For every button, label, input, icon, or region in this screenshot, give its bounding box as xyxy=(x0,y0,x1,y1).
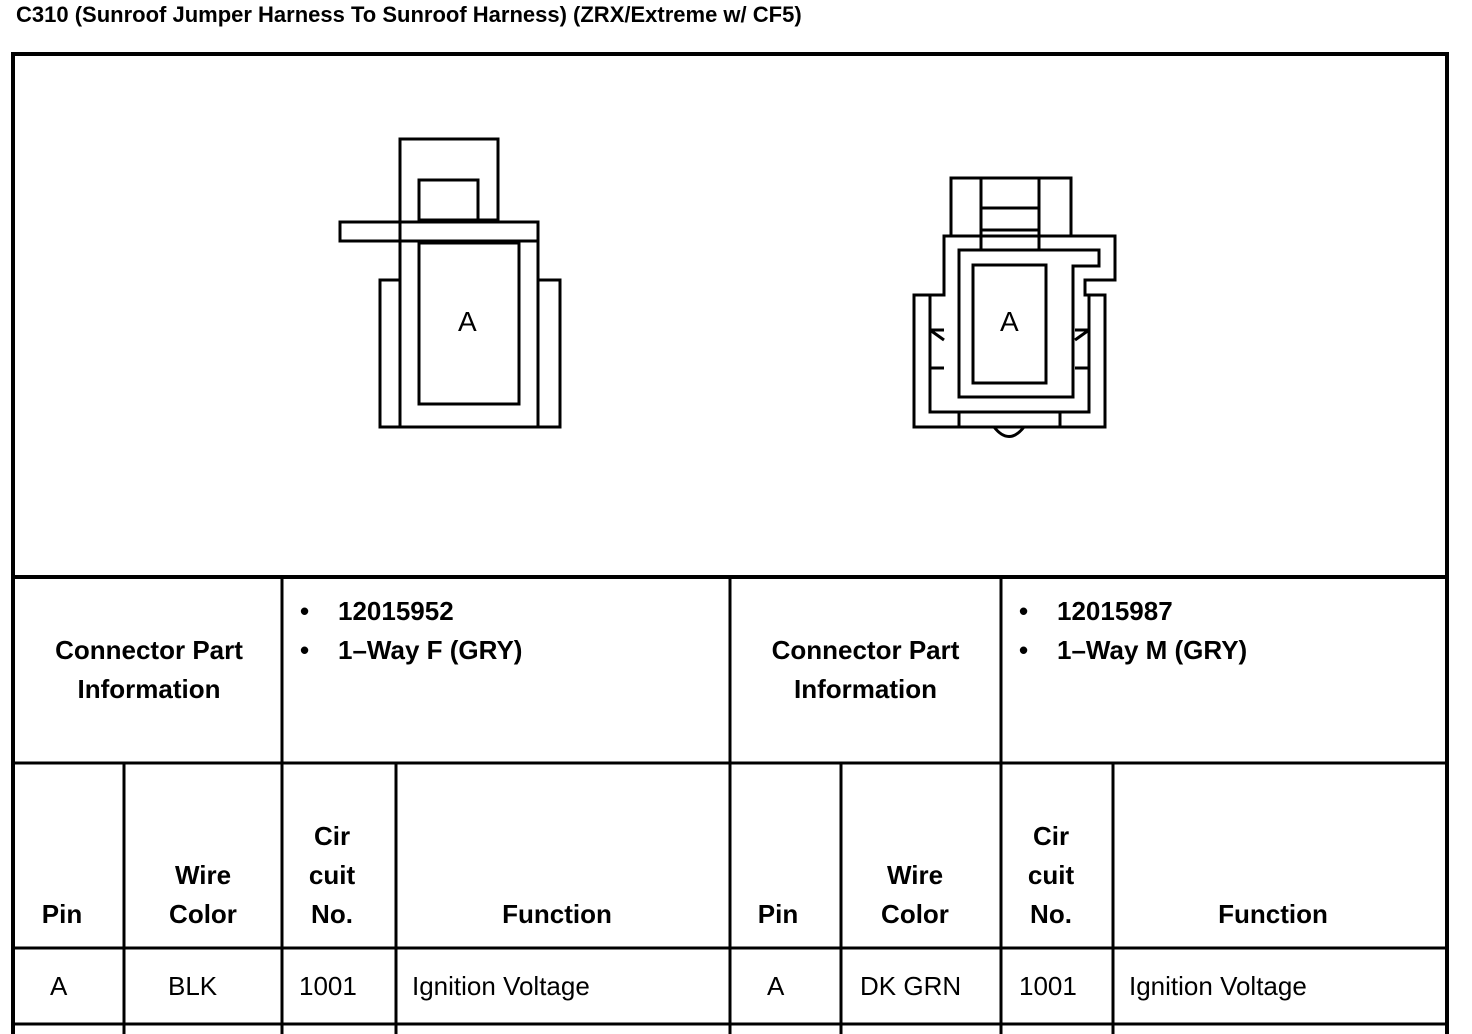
connector-part-info-label: Connector Part Information xyxy=(55,635,243,704)
part-number-item: • 12015987 xyxy=(1019,596,1173,626)
function-header: Function xyxy=(1218,899,1328,929)
pin-cell: A xyxy=(767,971,785,1001)
connector-description-item: • 1–Way M (GRY) xyxy=(1019,635,1248,665)
wire-color-header: Wire Color xyxy=(881,860,949,929)
function-cell: Ignition Voltage xyxy=(412,971,590,1001)
female-connector-pin-label: A xyxy=(458,306,477,337)
function-header: Function xyxy=(502,899,612,929)
function-cell: Ignition Voltage xyxy=(1129,971,1307,1001)
circuit-number-header: Cir cuit No. xyxy=(308,821,356,929)
connector-part-info-list xyxy=(300,592,522,670)
part-number-item: • 12015952 xyxy=(300,596,454,626)
pin-header: Pin xyxy=(757,899,799,929)
wire-color-cell: BLK xyxy=(168,971,218,1001)
circuit-cell: 1001 xyxy=(299,971,357,1001)
circuit-number-header: Cir cuit No. xyxy=(1027,821,1075,929)
wire-color-header: Wire Color xyxy=(169,860,237,929)
male-connector-pin-label: A xyxy=(1000,306,1019,337)
female-connector-icon xyxy=(340,139,560,427)
page-title: C310 (Sunroof Jumper Harness To Sunroof Harness) (ZRX/Extreme w/ CF5) xyxy=(16,2,802,27)
pin-cell: A xyxy=(50,971,68,1001)
pin-header: Pin xyxy=(41,899,83,929)
wire-color-cell: DK GRN xyxy=(860,971,962,1001)
connector-part-info-list xyxy=(1019,592,1247,670)
circuit-cell: 1001 xyxy=(1019,971,1077,1001)
connector-description-item: • 1–Way F (GRY) xyxy=(300,635,523,665)
connector-part-info-label: Connector Part Information xyxy=(771,635,960,704)
